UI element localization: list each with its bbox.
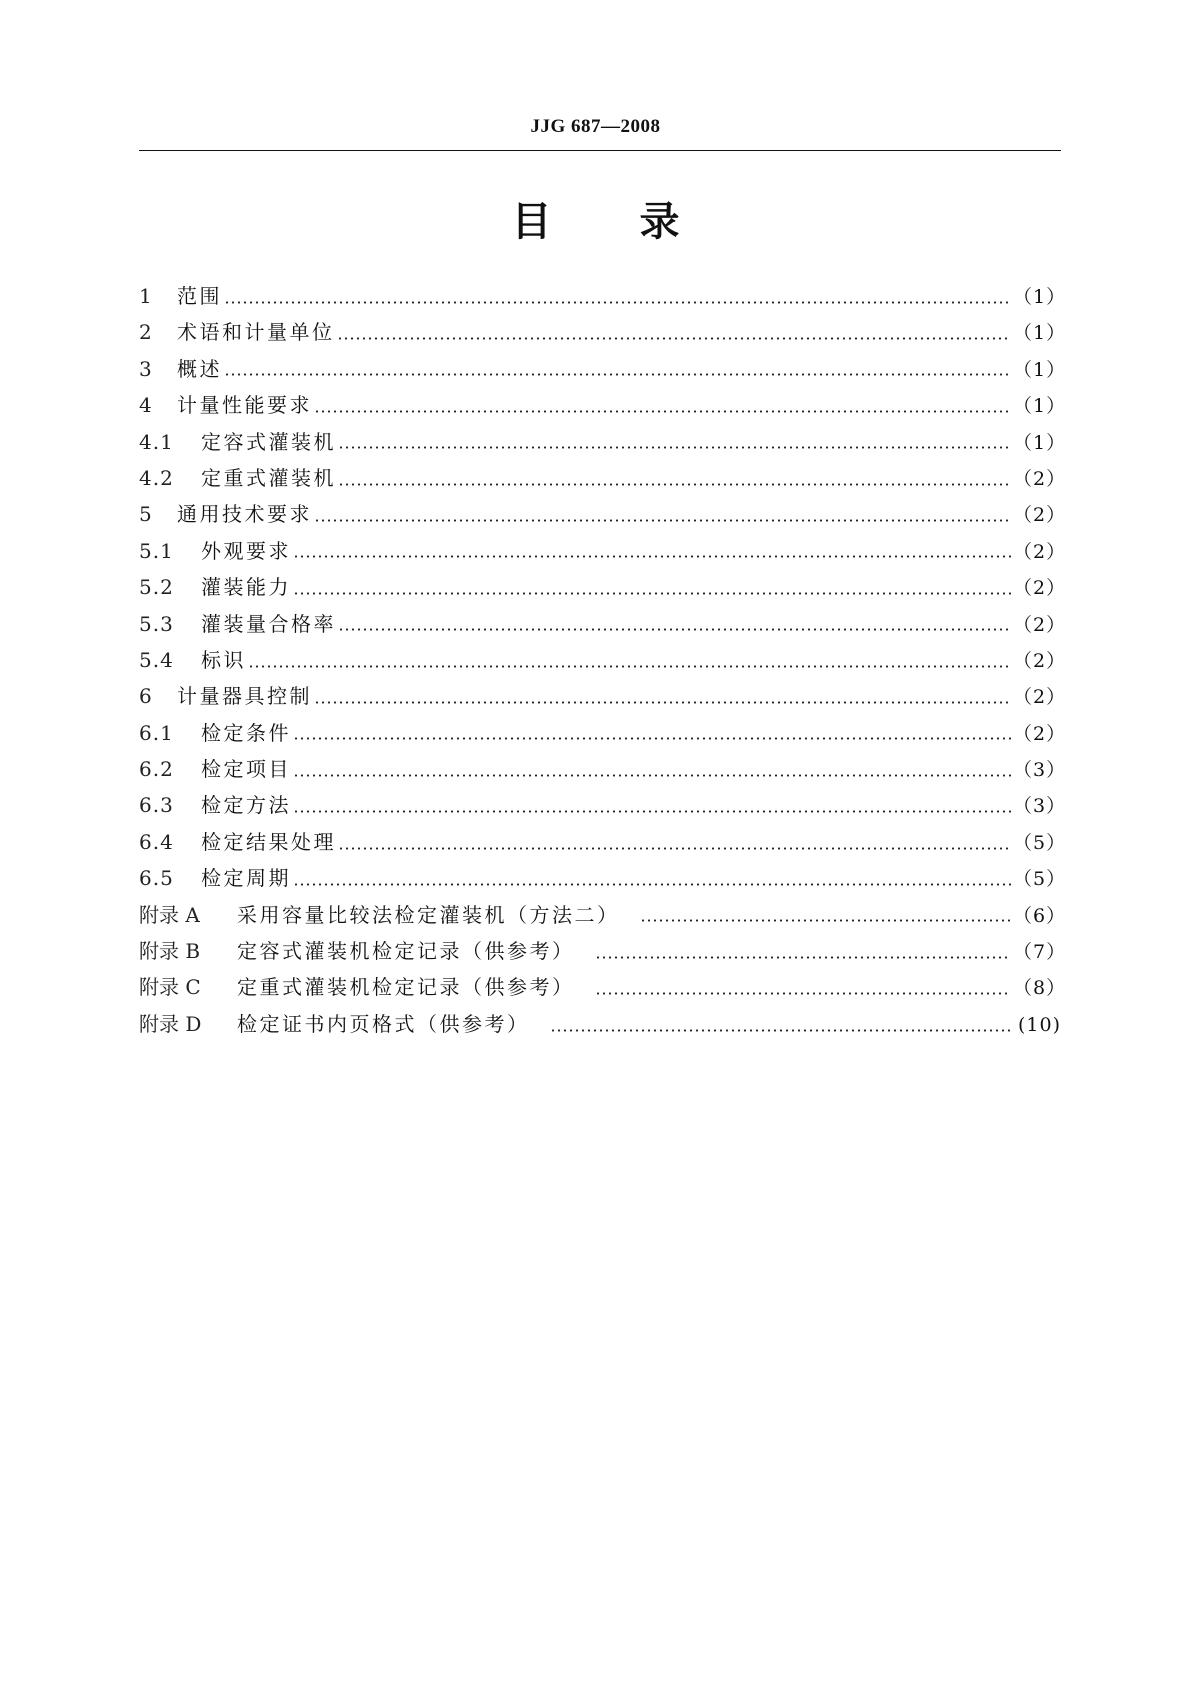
toc-dot-leader <box>314 519 1011 522</box>
toc-entry-label: 检定方法 <box>201 793 291 818</box>
toc-dot-leader <box>338 628 1011 631</box>
toc-entry-page: （2） <box>1013 577 1067 600</box>
toc-dot-leader <box>314 701 1011 704</box>
toc-entry[interactable] <box>139 424 1067 460</box>
toc-entry-page: （5） <box>1013 868 1067 891</box>
toc-dot-leader <box>338 847 1011 850</box>
toc-entry-label: 定重式灌装机 <box>201 465 336 490</box>
toc-entry-label: 采用容量比较法检定灌装机（方法二） <box>237 902 620 927</box>
toc-entry-label: 灌装量合格率 <box>201 611 336 636</box>
toc-entry-number: 2 <box>139 320 153 345</box>
toc-entry-number: 6.5 <box>139 866 174 891</box>
toc-entry-number: 5.1 <box>139 538 174 563</box>
toc-entry[interactable] <box>139 897 1067 933</box>
toc-entry[interactable] <box>139 860 1067 896</box>
toc-entry-label: 标识 <box>201 647 246 672</box>
toc-entry-number: 6.4 <box>139 829 174 854</box>
toc-dot-leader <box>595 992 1012 995</box>
toc-dot-leader <box>293 737 1011 740</box>
header-rule <box>139 150 1061 151</box>
toc-entry-label: 通用技术要求 <box>177 502 312 527</box>
toc-entry-number: 5.2 <box>139 575 174 600</box>
toc-dot-leader <box>293 883 1011 886</box>
toc-title-char: 录 <box>639 199 680 245</box>
toc-entry-number: 5 <box>139 502 153 527</box>
toc-dot-leader <box>550 1029 1012 1032</box>
toc-entry-label: 检定周期 <box>201 866 291 891</box>
toc-entry-page: （1） <box>1013 358 1067 381</box>
toc-entry-number: 5.4 <box>139 647 174 672</box>
toc-dot-leader <box>293 810 1011 813</box>
toc-entry[interactable] <box>139 606 1067 642</box>
toc-entry-page: （1） <box>1013 431 1067 454</box>
toc-entry-page: （1） <box>1013 286 1067 308</box>
toc-entry-page: （2） <box>1013 540 1067 563</box>
toc-dot-leader <box>293 774 1011 777</box>
toc-entry-number: 4 <box>139 393 153 418</box>
toc-entry[interactable] <box>139 751 1067 787</box>
toc-dot-leader <box>595 956 1012 959</box>
toc-entry-label: 外观要求 <box>201 538 291 563</box>
toc-list <box>139 278 1067 1042</box>
toc-title-char: 目 <box>511 199 552 245</box>
toc-entry-number: 附录 D <box>139 1011 202 1036</box>
toc-dot-leader <box>248 665 1011 668</box>
toc-entry-label: 计量性能要求 <box>177 393 312 418</box>
toc-entry[interactable] <box>139 787 1067 823</box>
toc-entry-page: （2） <box>1013 722 1067 745</box>
toc-entry-page: (10) <box>1017 1013 1061 1036</box>
toc-dot-leader <box>224 301 1011 304</box>
toc-entry-page: （2） <box>1013 504 1067 527</box>
toc-entry-page: （6） <box>1013 904 1067 927</box>
toc-dot-leader <box>338 483 1011 486</box>
toc-entry-page: （3） <box>1013 795 1067 818</box>
toc-entry-page: （2） <box>1013 467 1067 490</box>
toc-entry-number: 6 <box>139 684 153 709</box>
toc-dot-leader <box>314 410 1011 413</box>
toc-title <box>0 196 1191 248</box>
toc-dot-leader <box>293 592 1011 595</box>
toc-entry[interactable] <box>139 533 1067 569</box>
toc-entry-label: 范围 <box>177 284 222 308</box>
toc-entry[interactable] <box>139 642 1067 678</box>
toc-entry-number: 附录 A <box>139 902 200 927</box>
toc-entry[interactable] <box>139 678 1067 714</box>
toc-entry-number: 6.3 <box>139 793 174 818</box>
toc-entry[interactable] <box>139 569 1067 605</box>
toc-entry-number: 4.1 <box>139 429 174 454</box>
toc-entry[interactable] <box>139 314 1067 350</box>
toc-dot-leader <box>293 555 1011 558</box>
toc-entry-label: 定容式灌装机检定记录（供参考） <box>237 939 575 964</box>
toc-entry-page: （2） <box>1013 613 1067 636</box>
toc-entry[interactable] <box>139 496 1067 532</box>
toc-entry-number: 1 <box>139 284 153 308</box>
toc-entry-label: 灌装能力 <box>201 575 291 600</box>
toc-dot-leader <box>224 373 1011 376</box>
toc-entry-page: （5） <box>1013 831 1067 854</box>
toc-entry-page: （1） <box>1013 322 1067 345</box>
toc-dot-leader <box>337 337 1012 340</box>
toc-entry-page: （7） <box>1013 941 1067 964</box>
toc-entry-label: 概述 <box>177 356 222 381</box>
toc-entry-number: 4.2 <box>139 465 174 490</box>
toc-dot-leader <box>338 446 1011 449</box>
toc-entry-label: 检定条件 <box>201 720 291 745</box>
toc-entry-number: 6.2 <box>139 757 174 782</box>
toc-entry-page: （2） <box>1013 649 1067 672</box>
toc-entry-label: 计量器具控制 <box>177 684 312 709</box>
document-code: JJG 687—2008 <box>530 116 661 137</box>
toc-entry[interactable] <box>139 278 1067 314</box>
toc-entry-page: （3） <box>1013 759 1067 782</box>
toc-entry-number: 附录 B <box>139 939 201 964</box>
toc-entry-page: （8） <box>1013 977 1067 1000</box>
toc-entry-number: 6.1 <box>139 720 174 745</box>
toc-entry-number: 5.3 <box>139 611 174 636</box>
toc-entry[interactable] <box>139 460 1067 496</box>
toc-entry[interactable] <box>139 387 1067 423</box>
toc-entry[interactable] <box>139 715 1067 751</box>
toc-entry-number: 3 <box>139 356 153 381</box>
toc-entry[interactable] <box>139 1006 1061 1042</box>
toc-entry[interactable] <box>139 824 1067 860</box>
toc-entry-label: 定重式灌装机检定记录（供参考） <box>237 975 575 1000</box>
toc-entry-page: （1） <box>1013 395 1067 418</box>
toc-entry-label: 检定项目 <box>201 757 291 782</box>
toc-entry-label: 定容式灌装机 <box>201 429 336 454</box>
toc-entry[interactable] <box>139 351 1067 387</box>
toc-dot-leader <box>640 919 1012 922</box>
toc-entry-label: 检定证书内页格式（供参考） <box>237 1011 530 1036</box>
toc-entry[interactable] <box>139 969 1067 1005</box>
toc-entry[interactable] <box>139 933 1067 969</box>
toc-entry-page: （2） <box>1013 686 1067 709</box>
toc-entry-label: 术语和计量单位 <box>177 320 335 345</box>
toc-entry-number: 附录 C <box>139 975 201 1000</box>
toc-entry-label: 检定结果处理 <box>201 829 336 854</box>
